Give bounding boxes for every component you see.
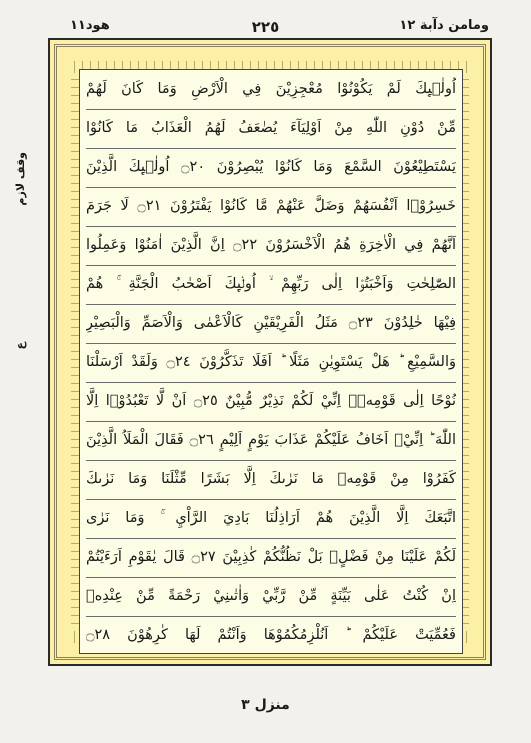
margin-note-ruku: ع bbox=[14, 342, 27, 350]
text-line: فِيْهَا خٰلِدُوْنَ ۝٢٣ مَثَلُ الْفَرِيْقَيْنِ كَالْاَعْمٰى وَالْاَصَمِّ وَالْبَصِيْرِ bbox=[86, 304, 456, 344]
page-number: ٢٢٥ bbox=[251, 18, 280, 36]
margin-note-waqf: وقف لازم bbox=[14, 152, 27, 206]
text-line: اَنَّهُمْ فِي الْاٰخِرَةِ هُمُ الْاَخْسَرُوْنَ ۝٢٢ اِنَّ الَّذِيْنَ اٰمَنُوْا وَعَمِلُوا bbox=[86, 226, 456, 266]
quran-text-box bbox=[79, 69, 463, 654]
juz-name: ومامن دآبة ١٢ bbox=[399, 18, 489, 33]
text-line: نُوْحًا اِلٰى قَوْمِهٖۤ اِنِّيْ لَكُمْ نَذِيْرٌ مُّبِيْنٌ ۝٢٥ اَنْ لَّا تَعْبُدُوْۤا اِلَّا bbox=[86, 382, 456, 422]
text-line: اللّٰهَ ؕ اِنِّيْۤ اَخَافُ عَلَيْكُمْ عَذَابَ يَوْمٍ اَلِيْمٍ ۝٢٦ فَقَالَ الْمَلَاُ الَّذِيْنَ bbox=[86, 421, 456, 461]
text-line: الصّٰلِحٰتِ وَاَخْبَتُوْۤا اِلٰى رَبِّهِمْ ۙ اُولٰۤىِٕكَ اَصْحٰبُ الْجَنَّةِ ۚ هُمْ bbox=[86, 265, 456, 305]
text-line: اِنْ كُنْتُ عَلٰى بَيِّنَةٍ مِّنْ رَّبِّيْ وَاٰتٰىنِيْ رَحْمَةً مِّنْ عِنْدِهٖ bbox=[86, 577, 456, 617]
text-line: كَفَرُوْا مِنْ قَوْمِهٖ مَا نَرٰىكَ اِلَّا بَشَرًا مِّثْلَنَا وَمَا نَرٰىكَ bbox=[86, 460, 456, 500]
manzil-label: منزل ٣ bbox=[241, 697, 290, 713]
text-line: وَالسَّمِيْعِ ؕ هَلْ يَسْتَوِيٰنِ مَثَلًا ؕ اَفَلَا تَذَكَّرُوْنَ ۝٢٤ وَلَقَدْ اَرْسَلْنَا bbox=[86, 343, 456, 383]
text-line: يَسْتَطِيْعُوْنَ السَّمْعَ وَمَا كَانُوْا يُبْصِرُوْنَ ۝٢٠ اُولٰۤىِٕكَ الَّذِيْنَ bbox=[86, 148, 456, 188]
text-line: اتَّبَعَكَ اِلَّا الَّذِيْنَ هُمْ اَرَاذِلُنَا بَادِيَ الرَّاْيِ ۚ وَمَا نَرٰى bbox=[86, 499, 456, 539]
text-line: اُولٰۤىِٕكَ لَمْ يَكُوْنُوْا مُعْجِزِيْنَ فِي الْاَرْضِ وَمَا كَانَ لَهُمْ bbox=[86, 70, 456, 110]
surah-name: هود١١ bbox=[70, 18, 110, 33]
text-line: مِّنْ دُوْنِ اللّٰهِ مِنْ اَوْلِيَآءَ يُضٰعَفُ لَهُمُ الْعَذَابُ مَا كَانُوْا bbox=[86, 109, 456, 149]
text-line: خَسِرُوْۤا اَنْفُسَهُمْ وَضَلَّ عَنْهُمْ مَّا كَانُوْا يَفْتَرُوْنَ ۝٢١ لَا جَرَمَ bbox=[86, 187, 456, 227]
text-line: لَكُمْ عَلَيْنَا مِنْ فَضْلٍۭ بَلْ نَظُنُّكُمْ كٰذِبِيْنَ ۝٢٧ قَالَ يٰقَوْمِ اَرَءَيْتُمْ bbox=[86, 538, 456, 578]
text-line: فَعُمِّيَتْ عَلَيْكُمْ ؕ اَنُلْزِمُكُمُوْهَا وَاَنْتُمْ لَهَا كٰرِهُوْنَ ۝٢٨ bbox=[86, 627, 456, 643]
